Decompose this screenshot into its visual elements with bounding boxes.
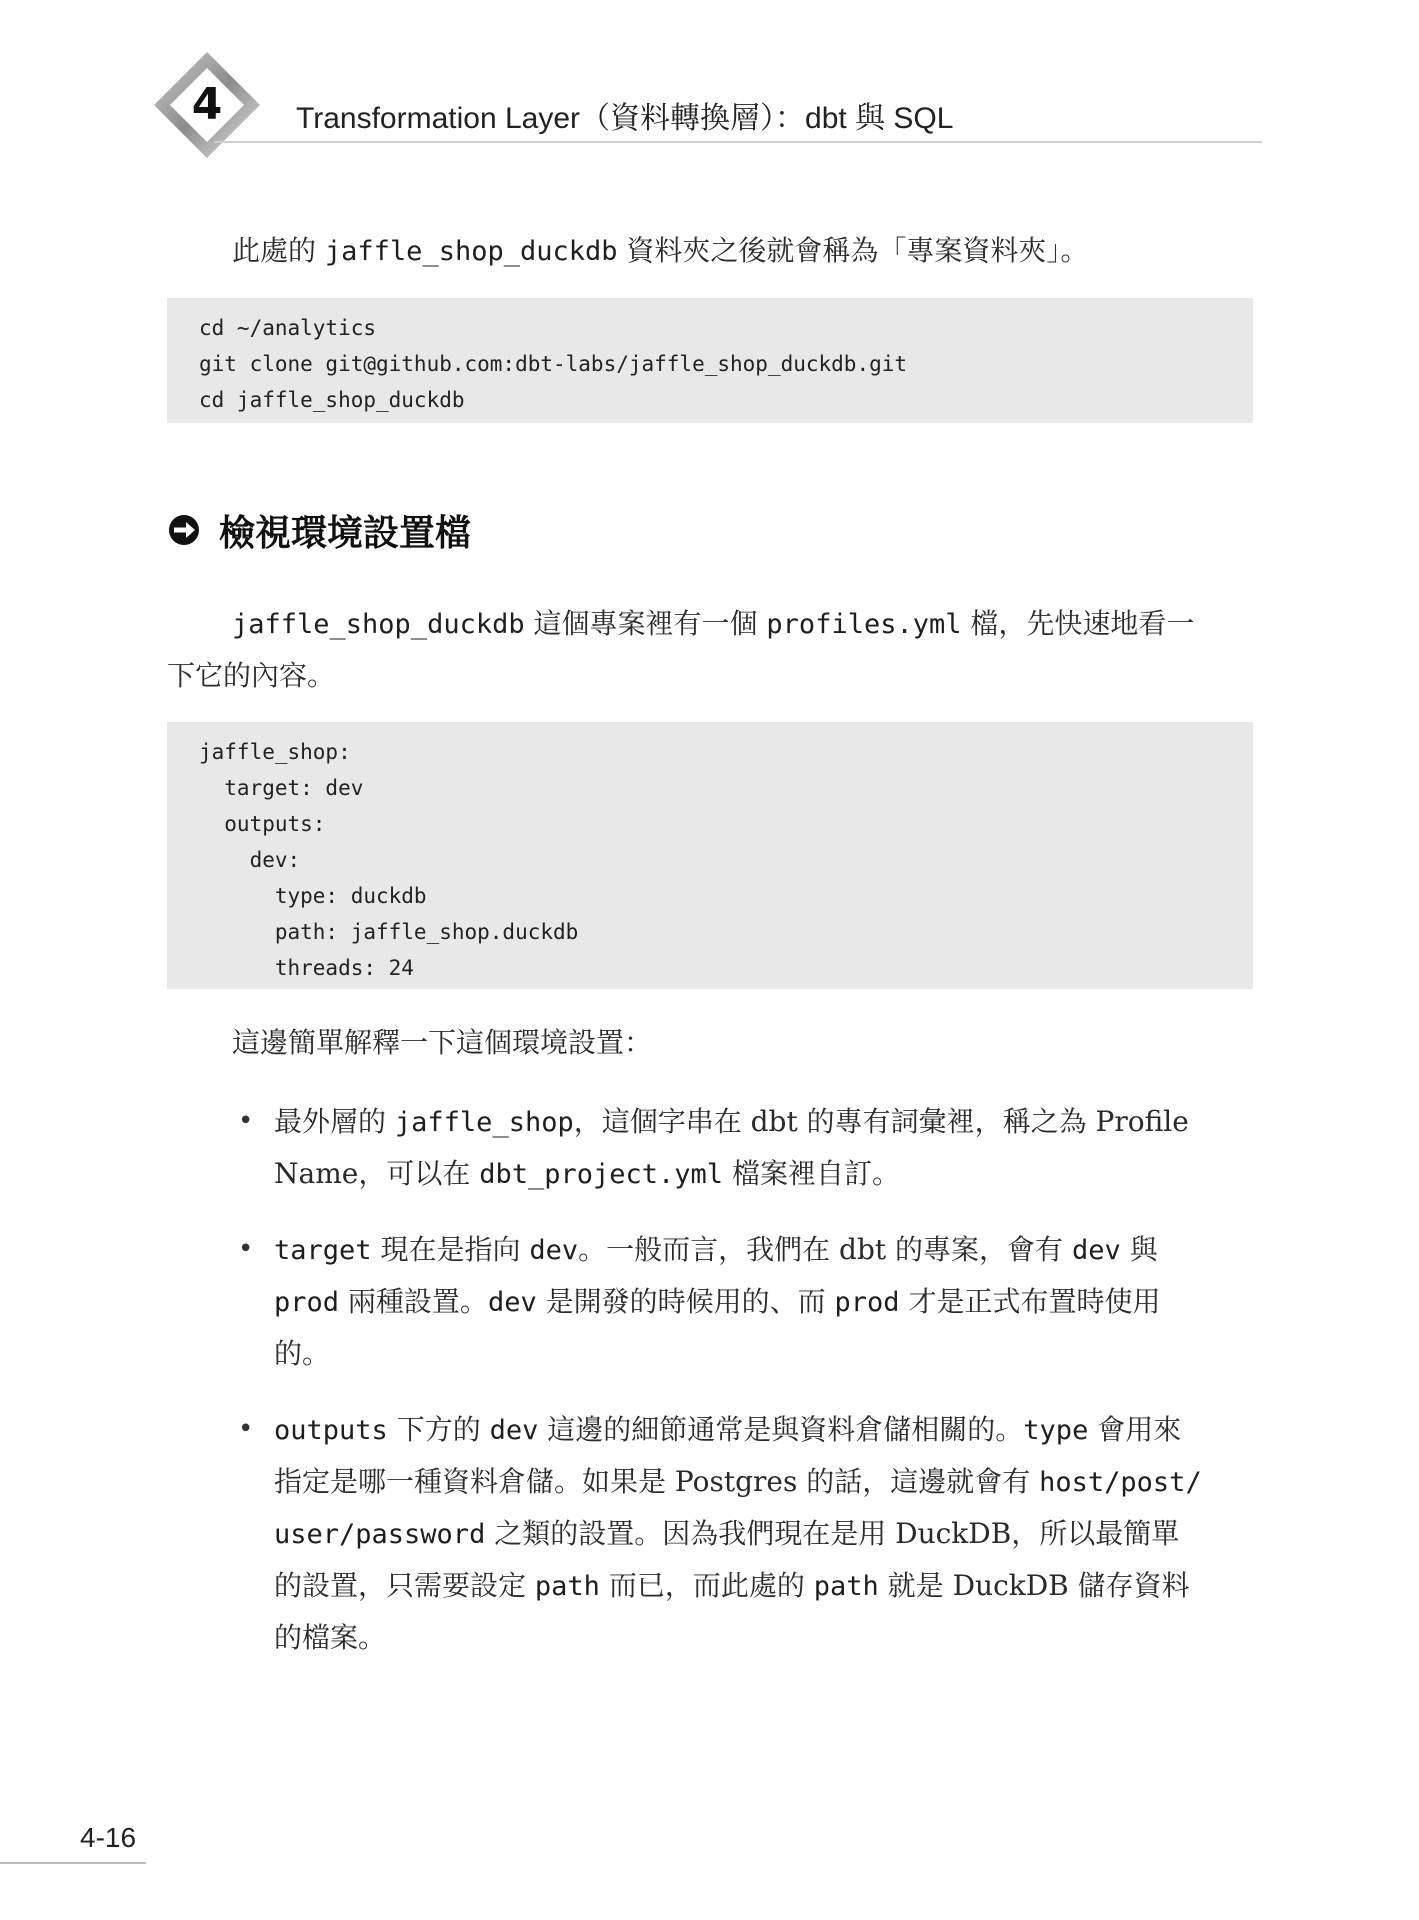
code-line: path: jaffle_shop.duckdb bbox=[199, 920, 579, 944]
code: host/post/ bbox=[1039, 1467, 1202, 1498]
page-number: 4-16 bbox=[80, 1822, 137, 1853]
text: 的設置，只需要設定 bbox=[274, 1569, 535, 1602]
text: Name，可以在 bbox=[274, 1157, 480, 1190]
text: 才是正式布置時使用 bbox=[899, 1285, 1161, 1318]
footer-rule bbox=[0, 1862, 146, 1864]
code: outputs bbox=[274, 1415, 388, 1446]
profiles-paragraph-line2: 下它的內容。 bbox=[167, 659, 336, 692]
text: 最外層的 bbox=[274, 1105, 395, 1138]
chapter-badge bbox=[152, 50, 262, 160]
text: 會用來 bbox=[1088, 1413, 1182, 1446]
code-line: git clone git@github.com:dbt-labs/jaffle_shop_duckdb.git bbox=[199, 352, 908, 376]
text: 指定是哪一種資料倉儲。如果是 Postgres 的話，這邊就會有 bbox=[274, 1465, 1040, 1498]
bullet-item-target bbox=[238, 1224, 1258, 1379]
profiles-text1: 這個專案裡有一個 bbox=[524, 607, 767, 640]
code: dev bbox=[487, 1287, 537, 1318]
text: 下方的 bbox=[387, 1413, 490, 1446]
text: 而已，而此處的 bbox=[599, 1569, 814, 1602]
text: 兩種設置。 bbox=[339, 1285, 488, 1318]
header-rule bbox=[214, 141, 1262, 143]
code: prod bbox=[274, 1287, 340, 1318]
code-block-clone bbox=[167, 298, 1253, 423]
intro-text-before: 此處的 bbox=[232, 234, 325, 267]
bullet-icon: • bbox=[238, 1414, 254, 1444]
bullet-item-outputs bbox=[238, 1404, 1258, 1662]
profiles-file-code: profiles.yml bbox=[766, 609, 962, 640]
text: 檔案裡自訂。 bbox=[723, 1157, 900, 1190]
explanation-intro: 這邊簡單解釋一下這個環境設置： bbox=[232, 1026, 653, 1059]
text: 的。 bbox=[274, 1337, 331, 1370]
code: target bbox=[274, 1235, 372, 1266]
code: prod bbox=[834, 1287, 900, 1318]
code: dbt_project.yml bbox=[479, 1159, 724, 1190]
code-block-profiles bbox=[167, 722, 1253, 989]
code-line: type: duckdb bbox=[199, 884, 427, 908]
code-line: cd jaffle_shop_duckdb bbox=[199, 388, 465, 412]
code: dev bbox=[1071, 1235, 1121, 1266]
code-line: cd ~/analytics bbox=[199, 316, 377, 340]
code-line: dev: bbox=[199, 848, 301, 872]
bullet-text bbox=[274, 1404, 1256, 1663]
text: 是開發的時候用的、而 bbox=[536, 1285, 835, 1318]
text: 。一般而言，我們在 dbt 的專案，會有 bbox=[578, 1233, 1072, 1266]
code-line: threads: 24 bbox=[199, 956, 414, 980]
section-heading bbox=[167, 502, 471, 558]
bullet-icon: • bbox=[238, 1234, 254, 1264]
profiles-paragraph bbox=[167, 598, 1257, 701]
section-title: 檢視環境設置檔 bbox=[219, 512, 472, 554]
bullet-icon: • bbox=[238, 1106, 254, 1136]
code: dev bbox=[529, 1235, 579, 1266]
text: 就是 DuckDB 儲存資料 bbox=[878, 1569, 1190, 1602]
text: 這邊的細節通常是與資料倉儲相關的。 bbox=[538, 1413, 1024, 1446]
code-line: jaffle_shop: bbox=[199, 740, 351, 764]
text: 與 bbox=[1120, 1233, 1158, 1266]
intro-code: jaffle_shop_duckdb bbox=[324, 236, 618, 267]
code: type bbox=[1023, 1415, 1089, 1446]
code-line: outputs: bbox=[199, 812, 326, 836]
code: user/password bbox=[274, 1519, 486, 1550]
bullet-item-profile-name bbox=[238, 1096, 1258, 1200]
chapter-number: 4 bbox=[191, 79, 223, 130]
bullet-text bbox=[274, 1224, 1256, 1379]
bullet-text bbox=[274, 1096, 1256, 1200]
code: dev bbox=[489, 1415, 539, 1446]
text: 的檔案。 bbox=[274, 1621, 387, 1654]
project-code: jaffle_shop_duckdb bbox=[232, 609, 525, 640]
profiles-text2: 檔，先快速地看一 bbox=[961, 607, 1195, 640]
code: jaffle_shop bbox=[394, 1107, 574, 1138]
intro-text-after: 資料夾之後就會稱為「專案資料夾」。 bbox=[617, 234, 1089, 267]
circled-arrow-icon bbox=[167, 513, 201, 547]
chapter-title: Transformation Layer（資料轉換層）：dbt 與 SQL bbox=[296, 102, 954, 135]
text: ，這個字串在 dbt 的專有詞彙裡，稱之為 Profile bbox=[573, 1105, 1189, 1138]
code: path bbox=[813, 1571, 879, 1602]
text: 現在是指向 bbox=[371, 1233, 530, 1266]
text: 之類的設置。因為我們現在是用 DuckDB，所以最簡單 bbox=[485, 1517, 1180, 1550]
code: path bbox=[534, 1571, 600, 1602]
code-line: target: dev bbox=[199, 776, 364, 800]
profiles-paragraph-line1 bbox=[167, 598, 1257, 650]
intro-paragraph bbox=[232, 225, 1088, 277]
